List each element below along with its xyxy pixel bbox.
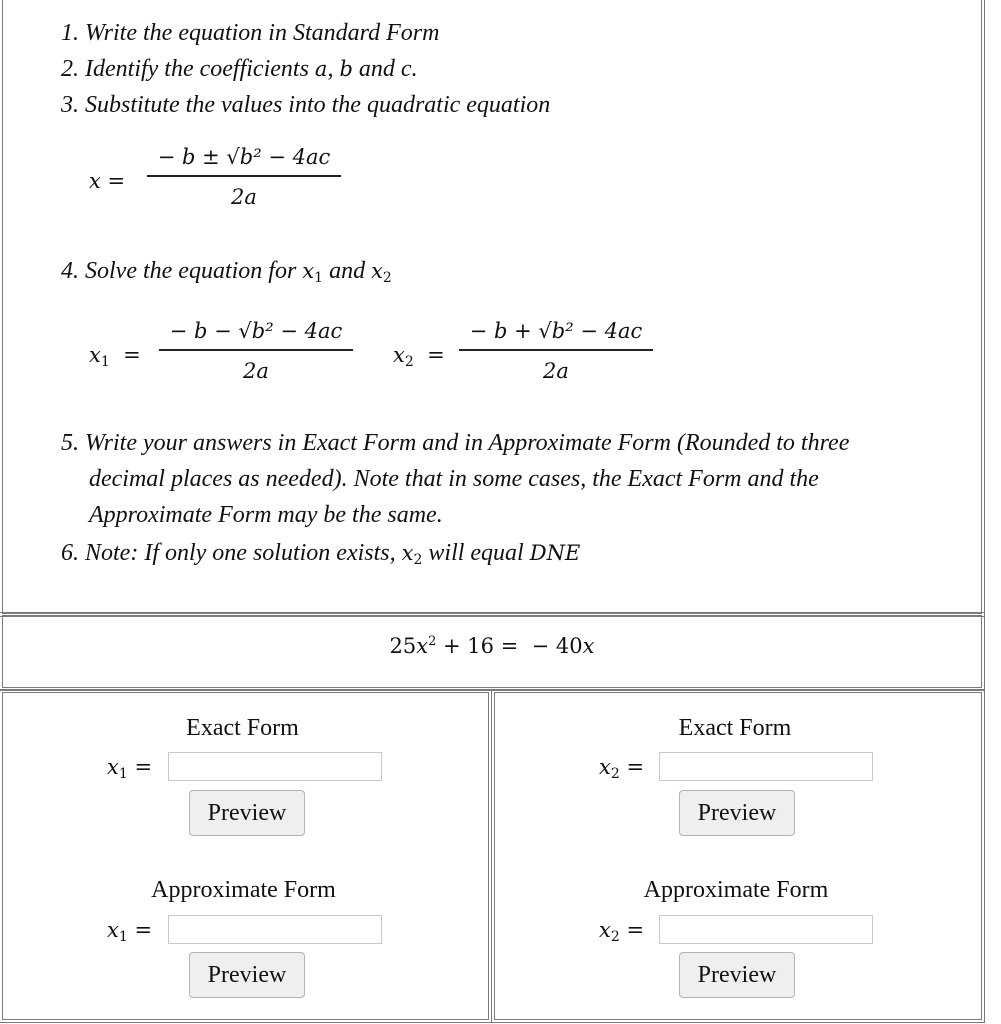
x1-approx-input[interactable] — [168, 915, 382, 944]
x1-exact-input[interactable] — [168, 752, 382, 781]
formula-fraction — [147, 145, 341, 209]
x2-approx-variable: $x_2$ = — [599, 918, 645, 945]
step-1: 1. Write the equation in Standard Form — [61, 20, 440, 46]
x2-formula-denominator: 2a — [543, 358, 569, 383]
x1-exact-form-label: Exact Form — [186, 715, 299, 741]
x1-formula-fraction — [159, 319, 353, 383]
step-5-line-2: decimal places as needed). Note that in some cases, the Exact Form and the — [89, 466, 819, 492]
x1-formula-denominator: 2a — [243, 358, 269, 383]
problem-equation-box — [2, 615, 982, 688]
x2-approx-input[interactable] — [659, 915, 873, 944]
problem-equation: $25x^2 + 16$ = − 40x — [389, 634, 595, 658]
formula-numerator: − b ± √b² − 4ac — [157, 145, 331, 169]
x1-answer-panel — [2, 692, 489, 1020]
x2-approx-preview-button[interactable]: Preview — [679, 952, 795, 998]
x2-exact-form-label: Exact Form — [678, 715, 792, 741]
x1-formula-lhs: $x_1$ = — [89, 343, 141, 370]
x1-approximate-form-label: Approximate Form — [151, 877, 336, 903]
x2-formula-lhs: $x_2$ = — [393, 343, 445, 370]
formula-lhs: x = — [89, 169, 126, 193]
step-5-line-3: Approximate Form may be the same. — [89, 502, 443, 528]
step-3: 3. Substitute the values into the quadratic equation — [61, 92, 551, 118]
x2-formula-fraction — [459, 319, 653, 383]
x2-exact-input[interactable] — [659, 752, 873, 781]
x2-answer-panel — [494, 692, 982, 1020]
step-6: 6. Note: If only one solution exists, $x_2$ will equal DNE — [61, 540, 581, 568]
x1-exact-preview-button[interactable]: Preview — [189, 790, 305, 836]
x1-exact-variable: $x_1$ = — [107, 755, 153, 782]
x1-formula-numerator: − b − √b² − 4ac — [169, 319, 343, 343]
x2-approximate-form-label: Approximate Form — [643, 877, 829, 903]
x1-approx-variable: $x_1$ = — [107, 918, 153, 945]
step-2: 2. Identify the coefficients a, b and c. — [61, 56, 418, 82]
step-4: 4. Solve the equation for $x_1$ and $x_2$ — [61, 258, 392, 286]
x2-exact-variable: $x_2$ = — [599, 755, 645, 782]
x1-approx-preview-button[interactable]: Preview — [189, 952, 305, 998]
formula-denominator: 2a — [231, 184, 257, 209]
instructions-panel — [2, 0, 982, 614]
x2-formula-numerator: − b + √b² − 4ac — [469, 319, 643, 343]
x2-exact-preview-button[interactable]: Preview — [679, 790, 795, 836]
step-5-line-1: 5. Write your answers in Exact Form and in Approximate Form (Rounded to three — [61, 430, 850, 456]
